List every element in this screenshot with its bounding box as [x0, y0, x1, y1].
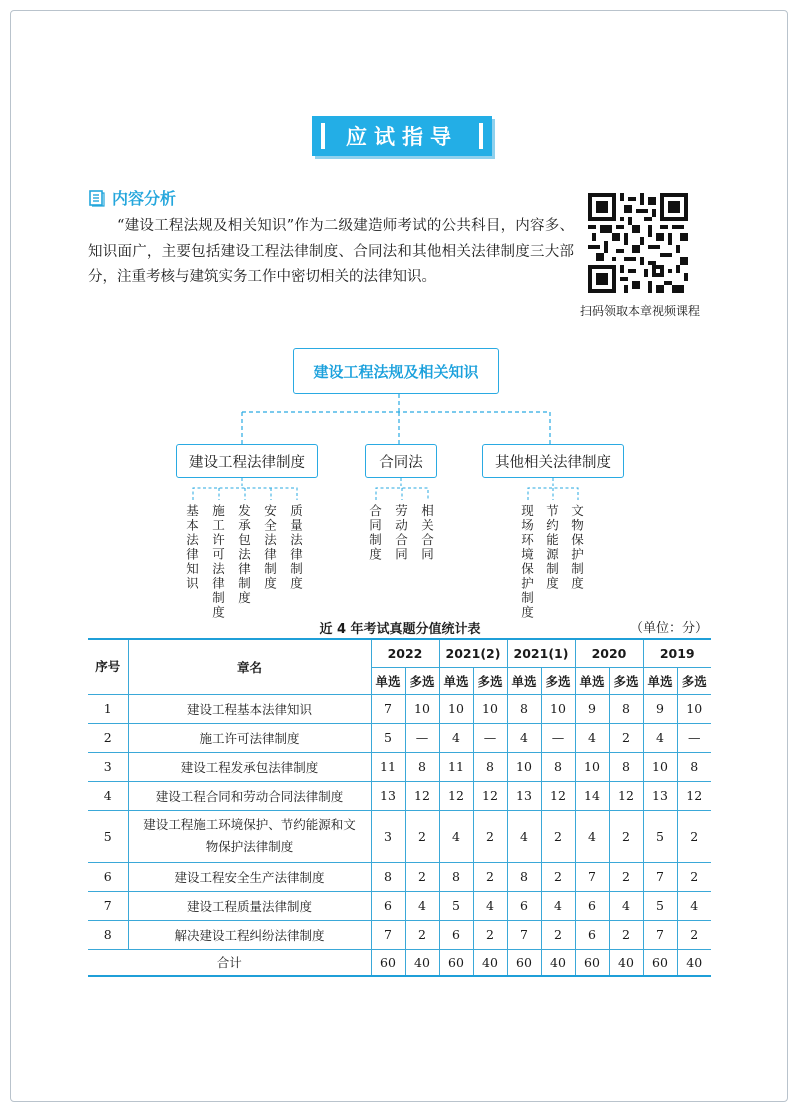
total-cell: 40 [677, 949, 711, 976]
total-cell: 60 [371, 949, 405, 976]
table-row [88, 920, 711, 949]
mindmap-branch-construction-law: 建设工程法律制度 [176, 444, 318, 478]
total-cell: 60 [439, 949, 473, 976]
score-cell: 4 [677, 891, 711, 920]
score-cell: 5 [439, 891, 473, 920]
mind-map [0, 340, 800, 620]
score-cell: 7 [371, 694, 405, 723]
intro-paragraph: “建设工程法规及相关知识”作为二级建造师考试的公共科目，内容多、知识面广，主要包括建设工程法律制度、合同法和其他相关法律制度三大部分，注重考核与建筑实务工作中密切相关的法律知识。 [88, 218, 574, 285]
score-cell: 10 [507, 752, 541, 781]
row-chapter-name: 建设工程施工环境保护、节约能源和文物保护法律制度 [128, 810, 371, 862]
score-cell: 11 [371, 752, 405, 781]
row-chapter-name: 建设工程合同和劳动合同法律制度 [128, 781, 371, 810]
score-cell: 14 [575, 781, 609, 810]
total-cell: 60 [575, 949, 609, 976]
table-total-row [88, 949, 711, 976]
score-cell: 10 [643, 752, 677, 781]
score-cell: 2 [405, 810, 439, 862]
table-header-row [88, 639, 711, 667]
header-single: 单选 [643, 667, 677, 694]
score-cell: 8 [371, 862, 405, 891]
row-seq: 1 [88, 694, 128, 723]
score-cell: 5 [371, 723, 405, 752]
score-cell: 8 [473, 752, 507, 781]
leaf-contract-system: 合同制度 [367, 504, 383, 562]
score-cell: 2 [609, 723, 643, 752]
score-cell: 13 [643, 781, 677, 810]
total-cell: 40 [473, 949, 507, 976]
score-cell: 3 [371, 810, 405, 862]
score-cell: 2 [609, 810, 643, 862]
header-year: 2021(2) [439, 639, 507, 667]
row-seq: 4 [88, 781, 128, 810]
score-cell: 8 [439, 862, 473, 891]
table-row [88, 781, 711, 810]
table-row [88, 862, 711, 891]
row-chapter-name: 建设工程发承包法律制度 [128, 752, 371, 781]
score-cell: 5 [643, 891, 677, 920]
header-single: 单选 [371, 667, 405, 694]
score-cell: 4 [507, 810, 541, 862]
score-cell: 5 [643, 810, 677, 862]
banner-title: 应试指导 [346, 125, 458, 149]
score-cell: 13 [371, 781, 405, 810]
score-cell: 6 [575, 920, 609, 949]
row-seq: 3 [88, 752, 128, 781]
score-cell: 8 [507, 862, 541, 891]
total-cell: 40 [405, 949, 439, 976]
score-cell: 2 [541, 862, 575, 891]
score-cell: 4 [575, 723, 609, 752]
header-year: 2021(1) [507, 639, 575, 667]
table-row [88, 694, 711, 723]
total-label: 合计 [88, 949, 371, 976]
score-cell: — [473, 723, 507, 752]
score-cell: 12 [609, 781, 643, 810]
leaf-heritage: 文物保护制度 [569, 504, 585, 591]
score-cell: 4 [575, 810, 609, 862]
score-cell: 2 [405, 862, 439, 891]
table-row [88, 810, 711, 862]
score-cell: 10 [541, 694, 575, 723]
score-cell: 8 [609, 752, 643, 781]
leaf-contracting: 发承包法律制度 [236, 504, 252, 606]
document-icon [88, 189, 106, 207]
row-chapter-name: 建设工程安全生产法律制度 [128, 862, 371, 891]
header-year: 2020 [575, 639, 643, 667]
score-cell: 7 [643, 862, 677, 891]
score-table [88, 638, 711, 977]
score-cell: 4 [643, 723, 677, 752]
score-cell: 2 [541, 920, 575, 949]
score-cell: 12 [677, 781, 711, 810]
section-title: 内容分析 [112, 189, 177, 208]
score-cell: 2 [473, 920, 507, 949]
score-cell: 7 [643, 920, 677, 949]
score-cell: 8 [609, 694, 643, 723]
score-cell: 9 [643, 694, 677, 723]
score-cell: 7 [575, 862, 609, 891]
score-cell: 8 [507, 694, 541, 723]
row-chapter-name: 施工许可法律制度 [128, 723, 371, 752]
header-year: 2022 [371, 639, 439, 667]
score-cell: 7 [371, 920, 405, 949]
score-cell: — [541, 723, 575, 752]
row-seq: 7 [88, 891, 128, 920]
leaf-related-contract: 相关合同 [419, 504, 435, 562]
score-cell: 2 [609, 862, 643, 891]
table-row [88, 891, 711, 920]
header-multi: 多选 [677, 667, 711, 694]
total-cell: 60 [507, 949, 541, 976]
score-cell: 4 [609, 891, 643, 920]
row-chapter-name: 建设工程质量法律制度 [128, 891, 371, 920]
table-caption: 近 4 年考试真题分值统计表 [319, 622, 481, 637]
score-cell: 9 [575, 694, 609, 723]
header-year: 2019 [643, 639, 711, 667]
score-cell: — [405, 723, 439, 752]
score-cell: 13 [507, 781, 541, 810]
score-cell: 10 [575, 752, 609, 781]
row-chapter-name: 建设工程基本法律知识 [128, 694, 371, 723]
total-cell: 40 [609, 949, 643, 976]
leaf-environment: 现场环境保护制度 [519, 504, 535, 620]
score-cell: 6 [507, 891, 541, 920]
header-single: 单选 [507, 667, 541, 694]
header-name: 章名 [128, 639, 371, 694]
score-cell: 6 [575, 891, 609, 920]
score-cell: 4 [439, 810, 473, 862]
total-cell: 40 [541, 949, 575, 976]
table-unit: （单位：分） [629, 621, 708, 636]
score-cell: 10 [677, 694, 711, 723]
header-single: 单选 [439, 667, 473, 694]
score-cell: 6 [371, 891, 405, 920]
leaf-safety: 安全法律制度 [262, 504, 278, 591]
score-cell: 6 [439, 920, 473, 949]
row-chapter-name: 解决建设工程纠纷法律制度 [128, 920, 371, 949]
score-cell: 2 [405, 920, 439, 949]
score-cell: 8 [405, 752, 439, 781]
section-heading [88, 186, 176, 209]
table-body [88, 694, 711, 949]
mindmap-branch-contract-law: 合同法 [365, 444, 437, 478]
header-multi: 多选 [473, 667, 507, 694]
score-cell: 2 [473, 862, 507, 891]
score-cell: 4 [541, 891, 575, 920]
score-cell: 12 [405, 781, 439, 810]
score-cell: 2 [609, 920, 643, 949]
qr-code-icon[interactable] [588, 193, 688, 293]
score-cell: 10 [473, 694, 507, 723]
leaf-basic-law: 基本法律知识 [184, 504, 200, 591]
row-seq: 6 [88, 862, 128, 891]
score-cell: 8 [677, 752, 711, 781]
leaf-quality: 质量法律制度 [288, 504, 304, 591]
score-cell: 2 [677, 862, 711, 891]
chapter-banner [312, 116, 492, 156]
header-seq: 序号 [88, 639, 128, 694]
table-row [88, 752, 711, 781]
mindmap-branch-other-law: 其他相关法律制度 [482, 444, 624, 478]
score-cell: 10 [405, 694, 439, 723]
qr-caption: 扫码领取本章视频课程 [579, 304, 700, 318]
leaf-construction-permit: 施工许可法律制度 [210, 504, 226, 620]
table-row [88, 723, 711, 752]
header-single: 单选 [575, 667, 609, 694]
score-cell: 2 [473, 810, 507, 862]
score-cell: 2 [677, 920, 711, 949]
score-cell: — [677, 723, 711, 752]
score-cell: 12 [541, 781, 575, 810]
row-seq: 5 [88, 810, 128, 862]
score-cell: 10 [439, 694, 473, 723]
score-cell: 4 [473, 891, 507, 920]
row-seq: 8 [88, 920, 128, 949]
score-cell: 11 [439, 752, 473, 781]
score-cell: 4 [439, 723, 473, 752]
score-cell: 12 [473, 781, 507, 810]
row-seq: 2 [88, 723, 128, 752]
score-cell: 2 [541, 810, 575, 862]
score-cell: 2 [677, 810, 711, 862]
leaf-energy: 节约能源制度 [544, 504, 560, 591]
leaf-labor-contract: 劳动合同 [393, 504, 409, 562]
header-multi: 多选 [541, 667, 575, 694]
total-cell: 60 [643, 949, 677, 976]
header-multi: 多选 [609, 667, 643, 694]
score-cell: 8 [541, 752, 575, 781]
score-cell: 7 [507, 920, 541, 949]
score-cell: 4 [507, 723, 541, 752]
score-cell: 4 [405, 891, 439, 920]
header-multi: 多选 [405, 667, 439, 694]
mindmap-root: 建设工程法规及相关知识 [293, 348, 499, 394]
score-cell: 12 [439, 781, 473, 810]
